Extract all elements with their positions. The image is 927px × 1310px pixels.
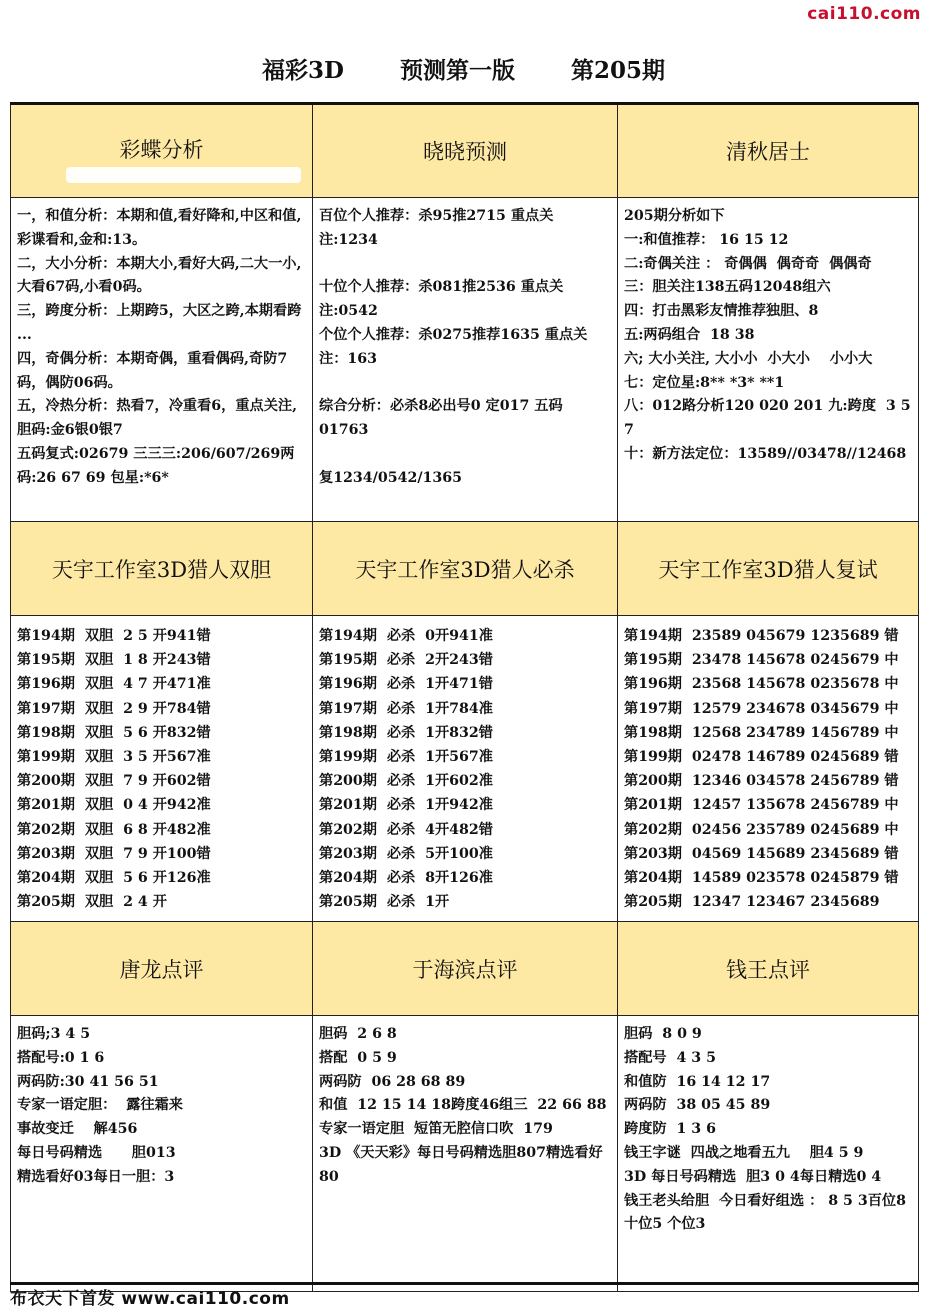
text-line: 百位个人推荐：杀95推2715 重点关注:1234 bbox=[319, 208, 554, 248]
text-line: 复1234/0542/1365 bbox=[319, 469, 463, 486]
text-line: 事故变迁 解456 bbox=[17, 1121, 138, 1138]
text-line: 第197期 双胆 2 9 开784错 bbox=[17, 700, 211, 717]
text-line: 第202期 02456 235789 0245689 中 bbox=[624, 821, 899, 838]
text-line: 第205期 必杀 1开 bbox=[319, 894, 450, 911]
text-line: 一，和值分析：本期和值,看好降和,中区和值,彩谍看和,金和:13。 bbox=[17, 208, 302, 248]
text-line: 第194期 双胆 2 5 开941错 bbox=[17, 628, 211, 644]
text-line: 钱王字谜 四战之地看五九 胆4 5 9 bbox=[624, 1144, 864, 1161]
header-tianyu-multi: 天宇工作室3D猎人复试 bbox=[618, 522, 919, 616]
text-line: 一:和值推荐： 16 15 12 bbox=[624, 231, 789, 248]
text-line: 3D 每日号码精选 胆3 0 4每日精选0 4 bbox=[624, 1168, 882, 1185]
text-line: 第194期 23589 045679 1235689 错 bbox=[624, 628, 899, 644]
title-edition: 预测第一版 bbox=[399, 57, 515, 84]
text-line: 第195期 必杀 2开243错 bbox=[319, 652, 493, 669]
text-line: 三：胆关注138五码12048组六 bbox=[624, 279, 831, 296]
title-lottery: 福彩3D bbox=[262, 57, 344, 84]
text-line: 第196期 23568 145678 0235678 中 bbox=[624, 676, 899, 693]
text-line: 第200期 双胆 7 9 开602错 bbox=[17, 773, 211, 790]
header-caidie: 彩蝶分析 bbox=[11, 104, 313, 198]
text-line: 205期分析如下 bbox=[624, 208, 725, 224]
header-xiaoxiao: 晓晓预测 bbox=[313, 104, 618, 198]
text-line: 和值 12 15 14 18跨度46组三 22 66 88 bbox=[319, 1097, 607, 1114]
text-line: 八：012路分析120 020 201 九:跨度 3 5 7 bbox=[624, 398, 916, 439]
text-line: 第202期 双胆 6 8 开482准 bbox=[17, 821, 211, 838]
text-line: 两码防 38 05 45 89 bbox=[624, 1097, 771, 1114]
text-line: 搭配号:0 1 6 bbox=[17, 1049, 105, 1066]
text-line bbox=[319, 253, 611, 277]
text-line: 四：打击黑彩友情推荐独胆、8 bbox=[624, 303, 819, 320]
text-line: 第204期 14589 023578 0245879 错 bbox=[624, 870, 899, 887]
text-line: 钱王老头给胆 今日看好组选 ： 8 5 3百位8 十位5 个位3 bbox=[624, 1192, 911, 1233]
text-line: 第200期 必杀 1开602准 bbox=[319, 773, 493, 790]
text-line: 胆码 8 0 9 bbox=[624, 1026, 702, 1042]
text-line: 第203期 双胆 7 9 开100错 bbox=[17, 845, 211, 862]
text-line: 第197期 必杀 1开784准 bbox=[319, 700, 493, 717]
qingqiu-analysis bbox=[618, 198, 919, 522]
text-line: 十：新方法定位：13589//03478//12468 bbox=[624, 445, 907, 462]
text-line: 搭配 0 5 9 bbox=[319, 1049, 397, 1066]
text-line: 第197期 12579 234678 0345679 中 bbox=[624, 700, 899, 717]
text-line bbox=[319, 372, 611, 396]
text-line: 十位个人推荐：杀081推2536 重点关注:0542 bbox=[319, 279, 564, 320]
header-qianwang: 钱王点评 bbox=[618, 922, 919, 1016]
text-line: 二，大小分析：本期大小,看好大码,二大一小,大看67码,小看0码。 bbox=[17, 255, 302, 296]
tanglong-comment bbox=[11, 1016, 313, 1292]
text-line: 第205期 双胆 2 4 开 bbox=[17, 894, 167, 911]
text-line: 和值防 16 14 12 17 bbox=[624, 1073, 771, 1090]
title-issue: 第205期 bbox=[570, 57, 665, 84]
tianyu-double-history bbox=[11, 616, 313, 922]
tianyu-kill-history bbox=[313, 616, 618, 922]
text-line: 专家一语定胆 短笛无腔信口吹 179 bbox=[319, 1121, 553, 1138]
qianwang-comment bbox=[618, 1016, 919, 1292]
text-line: 胆码;3 4 5 bbox=[17, 1026, 91, 1042]
yuhaibin-comment bbox=[313, 1016, 618, 1292]
text-line: 3D 《天天彩》每日号码精选胆807精选看好80 bbox=[319, 1144, 603, 1185]
text-line: 五，冷热分析：热看7，冷重看6，重点关注,胆码:金6银0银7 bbox=[17, 398, 298, 439]
redaction-mark bbox=[66, 167, 301, 183]
header-qingqiu: 清秋居士 bbox=[618, 104, 919, 198]
text-line: 第199期 双胆 3 5 开567准 bbox=[17, 749, 211, 766]
text-line: 第198期 必杀 1开832错 bbox=[319, 724, 493, 741]
text-line: 七：定位星:8** *3* **1 bbox=[624, 374, 785, 391]
text-line: 第194期 必杀 0开941准 bbox=[319, 628, 493, 644]
text-line: 第195期 双胆 1 8 开243错 bbox=[17, 652, 211, 669]
text-line: 第203期 04569 145689 2345689 错 bbox=[624, 845, 899, 862]
text-line: 第202期 必杀 4开482错 bbox=[319, 821, 493, 838]
text-line: 第203期 必杀 5开100准 bbox=[319, 845, 493, 862]
text-line: 三，跨度分析：上期跨5，大区之跨,本期看跨 ... bbox=[17, 303, 307, 343]
text-line: 个位个人推荐：杀0275推荐1635 重点关注：163 bbox=[319, 326, 588, 367]
text-line: 第201期 必杀 1开942准 bbox=[319, 797, 493, 814]
text-line: 两码防:30 41 56 51 bbox=[17, 1073, 159, 1090]
text-line: 第198期 双胆 5 6 开832错 bbox=[17, 724, 211, 741]
text-line: 四，奇偶分析：本期奇偶，重看偶码,奇防7码，偶防06码。 bbox=[17, 350, 288, 391]
header-tanglong: 唐龙点评 bbox=[11, 922, 313, 1016]
text-line bbox=[319, 443, 611, 467]
site-logo[interactable]: cai110.com bbox=[807, 4, 921, 24]
text-line: 专家一语定胆： 露往霜来 bbox=[17, 1097, 183, 1114]
text-line: 第199期 02478 146789 0245689 错 bbox=[624, 749, 899, 766]
text-line: 第201期 双胆 0 4 开942准 bbox=[17, 797, 211, 814]
text-line: 第204期 必杀 8开126准 bbox=[319, 870, 493, 887]
page-title bbox=[0, 52, 927, 85]
text-line: 第205期 12347 123467 2345689 bbox=[624, 894, 880, 911]
text-line: 搭配号 4 3 5 bbox=[624, 1049, 716, 1066]
prediction-grid bbox=[10, 102, 919, 1292]
xiaoxiao-prediction bbox=[313, 198, 618, 522]
text-line: 第195期 23478 145678 0245679 中 bbox=[624, 652, 899, 669]
header-tianyu-kill: 天宇工作室3D猎人必杀 bbox=[313, 522, 618, 616]
text-line: 第196期 必杀 1开471错 bbox=[319, 676, 493, 693]
text-line: 第199期 必杀 1开567准 bbox=[319, 749, 493, 766]
text-line: 第198期 12568 234789 1456789 中 bbox=[624, 724, 899, 741]
footer-source[interactable]: 布衣天下首发 www.cai110.com bbox=[10, 1289, 290, 1309]
text-line: 五:两码组合 18 38 bbox=[624, 326, 755, 343]
text-line: 胆码 2 6 8 bbox=[319, 1026, 397, 1042]
text-line: 第201期 12457 135678 2456789 中 bbox=[624, 797, 899, 814]
text-line: 五码复式:02679 三三三:206/607/269两码:26 67 69 包星:*6* bbox=[17, 445, 295, 486]
tianyu-multi-history bbox=[618, 616, 919, 922]
caidie-analysis bbox=[11, 198, 313, 522]
text-line: 每日号码精选 胆013 bbox=[17, 1144, 176, 1161]
text-line: 第204期 双胆 5 6 开126准 bbox=[17, 870, 211, 887]
text-line: 跨度防 1 3 6 bbox=[624, 1121, 716, 1138]
text-line: 六; 大小关注, 大小小 小大小 小小大 bbox=[624, 350, 873, 367]
text-line: 二:奇偶关注 ： 奇偶偶 偶奇奇 偶偶奇 bbox=[624, 255, 872, 272]
header-tianyu-double: 天宇工作室3D猎人双胆 bbox=[11, 522, 313, 616]
text-line: 精选看好03每日一胆：3 bbox=[17, 1168, 175, 1185]
text-line: 第200期 12346 034578 2456789 错 bbox=[624, 773, 899, 790]
header-yuhaibin: 于海滨点评 bbox=[313, 922, 618, 1016]
text-line: 两码防 06 28 68 89 bbox=[319, 1073, 466, 1090]
text-line: 综合分析：必杀8必出号0 定017 五码01763 bbox=[319, 398, 563, 439]
text-line: 第196期 双胆 4 7 开471准 bbox=[17, 676, 211, 693]
